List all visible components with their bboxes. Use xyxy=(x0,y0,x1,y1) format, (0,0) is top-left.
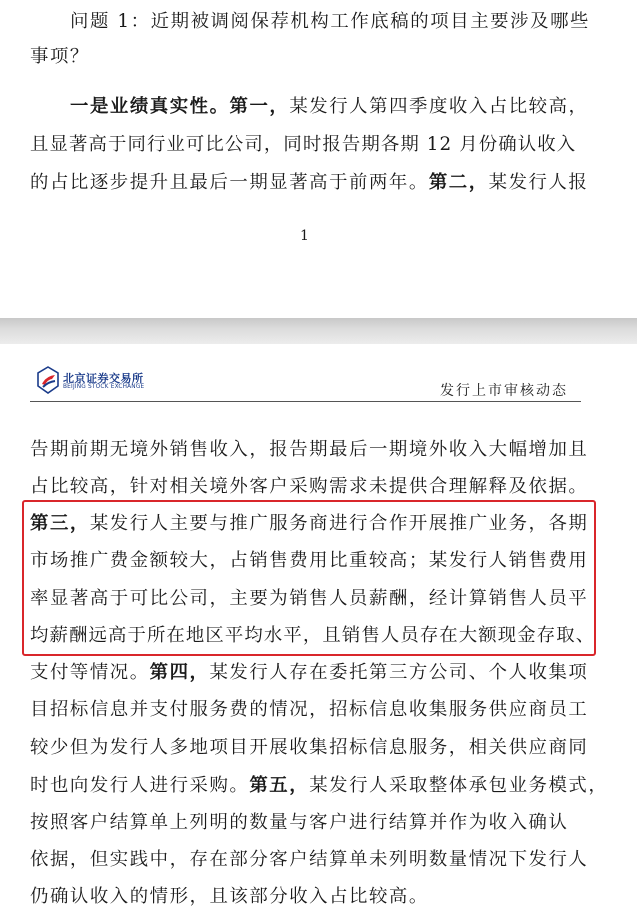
paragraph2-line-10: 时也向发行人进行采购。第五，某发行人采取整体承包业务模式， xyxy=(30,775,609,796)
paragraph1-line-1: 一是业绩真实性。第一，某发行人第四季度收入占比较高， xyxy=(70,96,589,117)
header-title: 发行上市审核动态 xyxy=(440,383,568,399)
paragraph2-line-1: 告期前期无境外销售收入，报告期最后一期境外收入大幅增加且 xyxy=(30,439,589,460)
paragraph2-line-3: 第三，某发行人主要与推广服务商进行合作开展推广业务，各期 xyxy=(30,513,589,534)
paragraph2-line-4: 市场推广费金额较大，占销售费用比重较高；某发行人销售费用 xyxy=(30,550,589,571)
paragraph2-line-12: 依据，但实践中，存在部分客户结算单未列明数量情况下发行人 xyxy=(30,849,589,870)
logo-english-name: BEIJING STOCK EXCHANGE xyxy=(63,384,145,390)
header-divider xyxy=(30,401,581,402)
paragraph2-line-2: 占比较高，针对相关境外客户采购需求未提供合理解释及依据。 xyxy=(30,476,589,497)
paragraph2-line-7: 支付等情况。第四，某发行人存在委托第三方公司、个人收集项 xyxy=(30,662,589,683)
logo-chinese-name: 北京证券交易所 xyxy=(63,372,144,385)
paragraph2-line-6: 均薪酬远高于所在地区平均水平，且销售人员存在大额现金存取、 xyxy=(30,625,596,646)
paragraph1-line-3: 的占比逐步提升且最后一期显著高于前两年。第二，某发行人报 xyxy=(30,172,589,193)
bse-logo-icon xyxy=(36,366,60,394)
paragraph2-line-11: 按照客户结算单上列明的数量与客户进行结算并作为收入确认 xyxy=(30,812,569,833)
question-line-2: 事项？ xyxy=(30,46,90,67)
paragraph2-line-8: 目招标信息并支付服务费的情况，招标信息收集服务供应商员工 xyxy=(30,699,589,720)
paragraph1-line-2: 且显著高于同行业可比公司，同时报告期各期 12 月份确认收入 xyxy=(30,134,577,155)
paragraph2-line-9: 较少但为发行人多地项目开展收集招标信息服务，相关供应商同 xyxy=(30,737,589,758)
page-number: 1 xyxy=(300,228,309,244)
bse-logo xyxy=(36,366,186,394)
question-line-1: 问题 1：近期被调阅保荐机构工作底稿的项目主要涉及哪些 xyxy=(70,11,590,32)
paragraph2-line-5: 率显著高于可比公司，主要为销售人员薪酬，经计算销售人员平 xyxy=(30,588,589,609)
page-separator xyxy=(0,318,637,344)
paragraph2-line-13: 仍确认收入的情形，且该部分收入占比较高。 xyxy=(30,886,429,907)
